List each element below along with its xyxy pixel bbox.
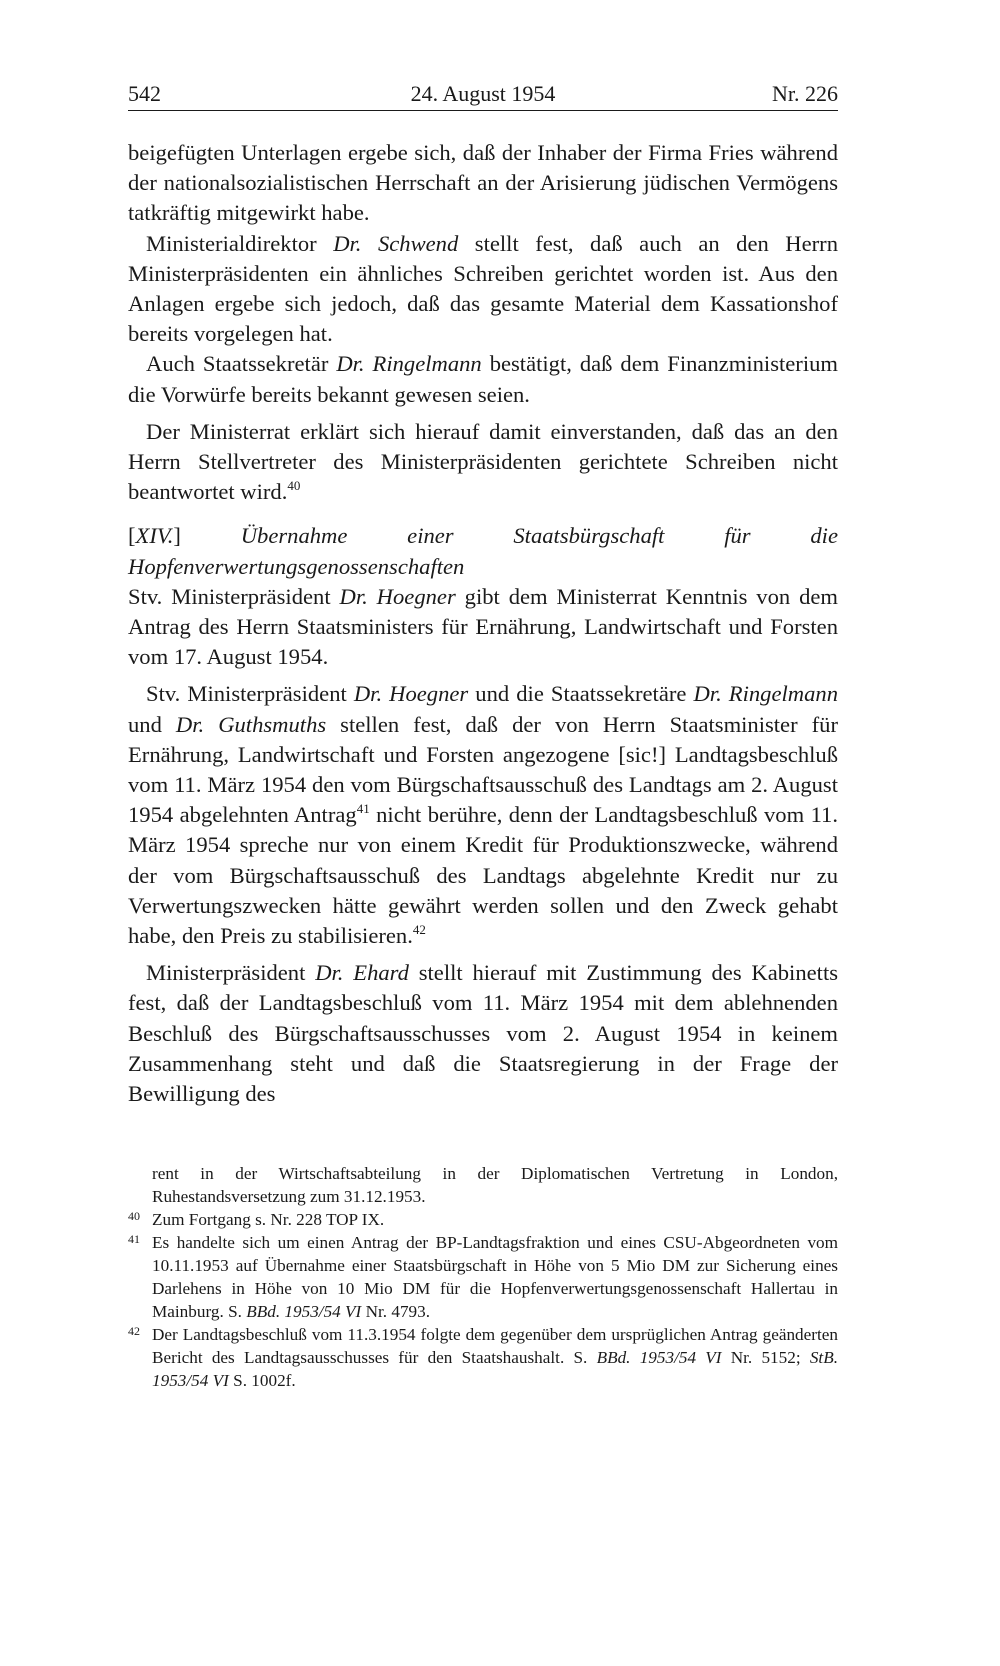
paragraph [128,958,838,1109]
paragraph-text: beigefügten Unterlagen ergebe sich, daß der Inhaber der Firma Fries während der nationalsozialistischen Herrschaft an der Arisierung jüdischen Vermögens tatkräftig mitgewirkt habe. [128,140,838,226]
person-name: Dr. Hoegner [353,681,469,707]
section-number: XIV. [135,523,174,549]
paragraph-text: Ministerialdirektor [146,230,334,256]
paragraph-text: Stv. Ministerpräsident [146,681,354,707]
footnote-number: 40 [128,1209,140,1223]
header-date: 24. August 1954 [410,81,556,106]
footnote-text: Der Landtagsbeschluß vom 11.3.1954 folgte dem gegenüber dem ursprüglichen Antrag geänderten Bericht des Landtagsausschusses für den Staatshaushalt. S. [152,1325,838,1367]
citation: BBd. 1953/54 VI [596,1348,722,1367]
main-text [128,138,838,1109]
footnote-text: rent in der Wirtschaftsabteilung in der Diplomatischen Vertretung in London, Ruhestandsversetzung zum 31.12.1953. [152,1164,838,1206]
footnote-ref[interactable]: 41 [356,801,370,817]
paragraph [128,679,838,951]
footnote-text: S. 1002f. [228,1371,296,1390]
document-number: Nr. 226 [772,81,838,106]
citation: BBd. 1953/54 VI [246,1302,362,1321]
paragraph [128,229,838,350]
footnote-ref[interactable]: 40 [287,478,301,494]
footnote-text: Nr. 4793. [361,1302,431,1321]
paragraph-text: Auch Staatssekretär [146,351,337,377]
footnote-text: Zum Fortgang s. Nr. 228 TOP IX. [152,1210,385,1229]
footnote-number: 42 [128,1324,140,1338]
section-heading: [XIV.] Übernahme einer Staatsbürgschaft für die Hopfenverwertungsgenossenschaften [128,523,838,579]
running-header [128,80,838,111]
person-name: Dr. Ringelmann [336,351,482,377]
paragraph-text: bestätigt, daß dem Finanzministerium die Vorwürfe bereits bekannt gewesen seien. [128,351,838,407]
person-name: Dr. Ehard [315,960,409,986]
footnote-text: Es handelte sich um einen Antrag der BP-Landtagsfraktion und eines CSU-Abgeordneten vom 10.11.1953 auf Übernahme einer Staatsbürgschaft in Höhe von 5 Mio DM zur Sicherung eines Darlehens in Höhe von 10 Mio DM für die Hopfenverwertungsgenossenschaft Hallertau in Mainburg. S. [152,1233,838,1321]
page-number: 542 [128,81,161,106]
section-title: Übernahme einer Staatsbürgschaft für die Hopfenverwertungsgenossenschaften [128,523,838,579]
person-name: Dr. Hoegner [339,583,456,609]
paragraph-text: Der Ministerrat erklärt sich hierauf damit einverstanden, daß das an den Herrn Stellvertreter des Ministerpräsidenten gerichtete Schreiben nicht beantwortet wird. [128,418,838,505]
footnote-number: 41 [128,1232,140,1246]
paragraph-text: gibt dem Ministerrat Kenntnis von dem Antrag des Herrn Staatsministers für Ernährung, Landwirtschaft und Forsten vom 17. August 1954. [128,583,838,670]
person-name: Dr. Schwend [333,230,459,256]
paragraph-text: stellt hierauf mit Zustimmung des Kabinetts fest, daß der Landtagsbeschluß vom 11. März 1954 mit dem ablehnenden Beschluß des Bürgschaftsausschusses vom 2. August 1954 in keinem Zusammenhang steht und daß die Staatsregierung in der Frage der Bewilligung des [128,960,839,1107]
paragraph [128,138,838,229]
paragraph [128,582,838,673]
paragraph [128,417,838,508]
person-name: Dr. Ringelmann [693,681,838,707]
person-name: Dr. Guthsmuths [175,711,327,737]
paragraph-text: und [128,711,176,737]
paragraph-text: stellt fest, daß auch an den Herrn Ministerpräsidenten ein ähnliches Schreiben gerichtet worden ist. Aus den Anlagen ergebe sich jedoch, daß das gesamte Material dem Kassationshof bereits vorgelegen hat. [128,230,838,347]
footnote-continuation [128,1162,838,1208]
paragraph-text: nicht berühre, denn der Landtagsbeschluß vom 11. März 1954 spreche nur von einem Kredit für Produktionszwecke, während der vom Bürgschaftsausschuß des Landtags abgelehnte Kredit nur zu Verwertungszwecken hätte gewährt werden sollen und den Zweck gehabt habe, den Preis zu stabilisieren. [128,802,838,949]
footnote-42 [128,1323,838,1392]
paragraph [128,349,838,409]
footnote-text: Nr. 5152; [721,1348,810,1367]
footnote-ref[interactable]: 42 [412,922,426,938]
footnote-40 [128,1208,838,1231]
paragraph-text: und die Staatssekretäre [468,681,694,707]
paragraph-text: stellen fest, daß der von Herrn Staatsminister für Ernährung, Landwirtschaft und Forsten angezogene [sic!] Landtagsbeschluß vom 11. März 1954 den vom Bürgschaftsausschuß des Landtags am 2. August 1954 abgelehnten Antrag [128,711,838,828]
paragraph-text: Stv. Ministerpräsident [128,583,340,609]
footnotes [128,1162,838,1392]
footnote-41 [128,1231,838,1323]
paragraph-text: Ministerpräsident [146,960,316,986]
citation: StB. 1953/54 VI [152,1348,838,1390]
